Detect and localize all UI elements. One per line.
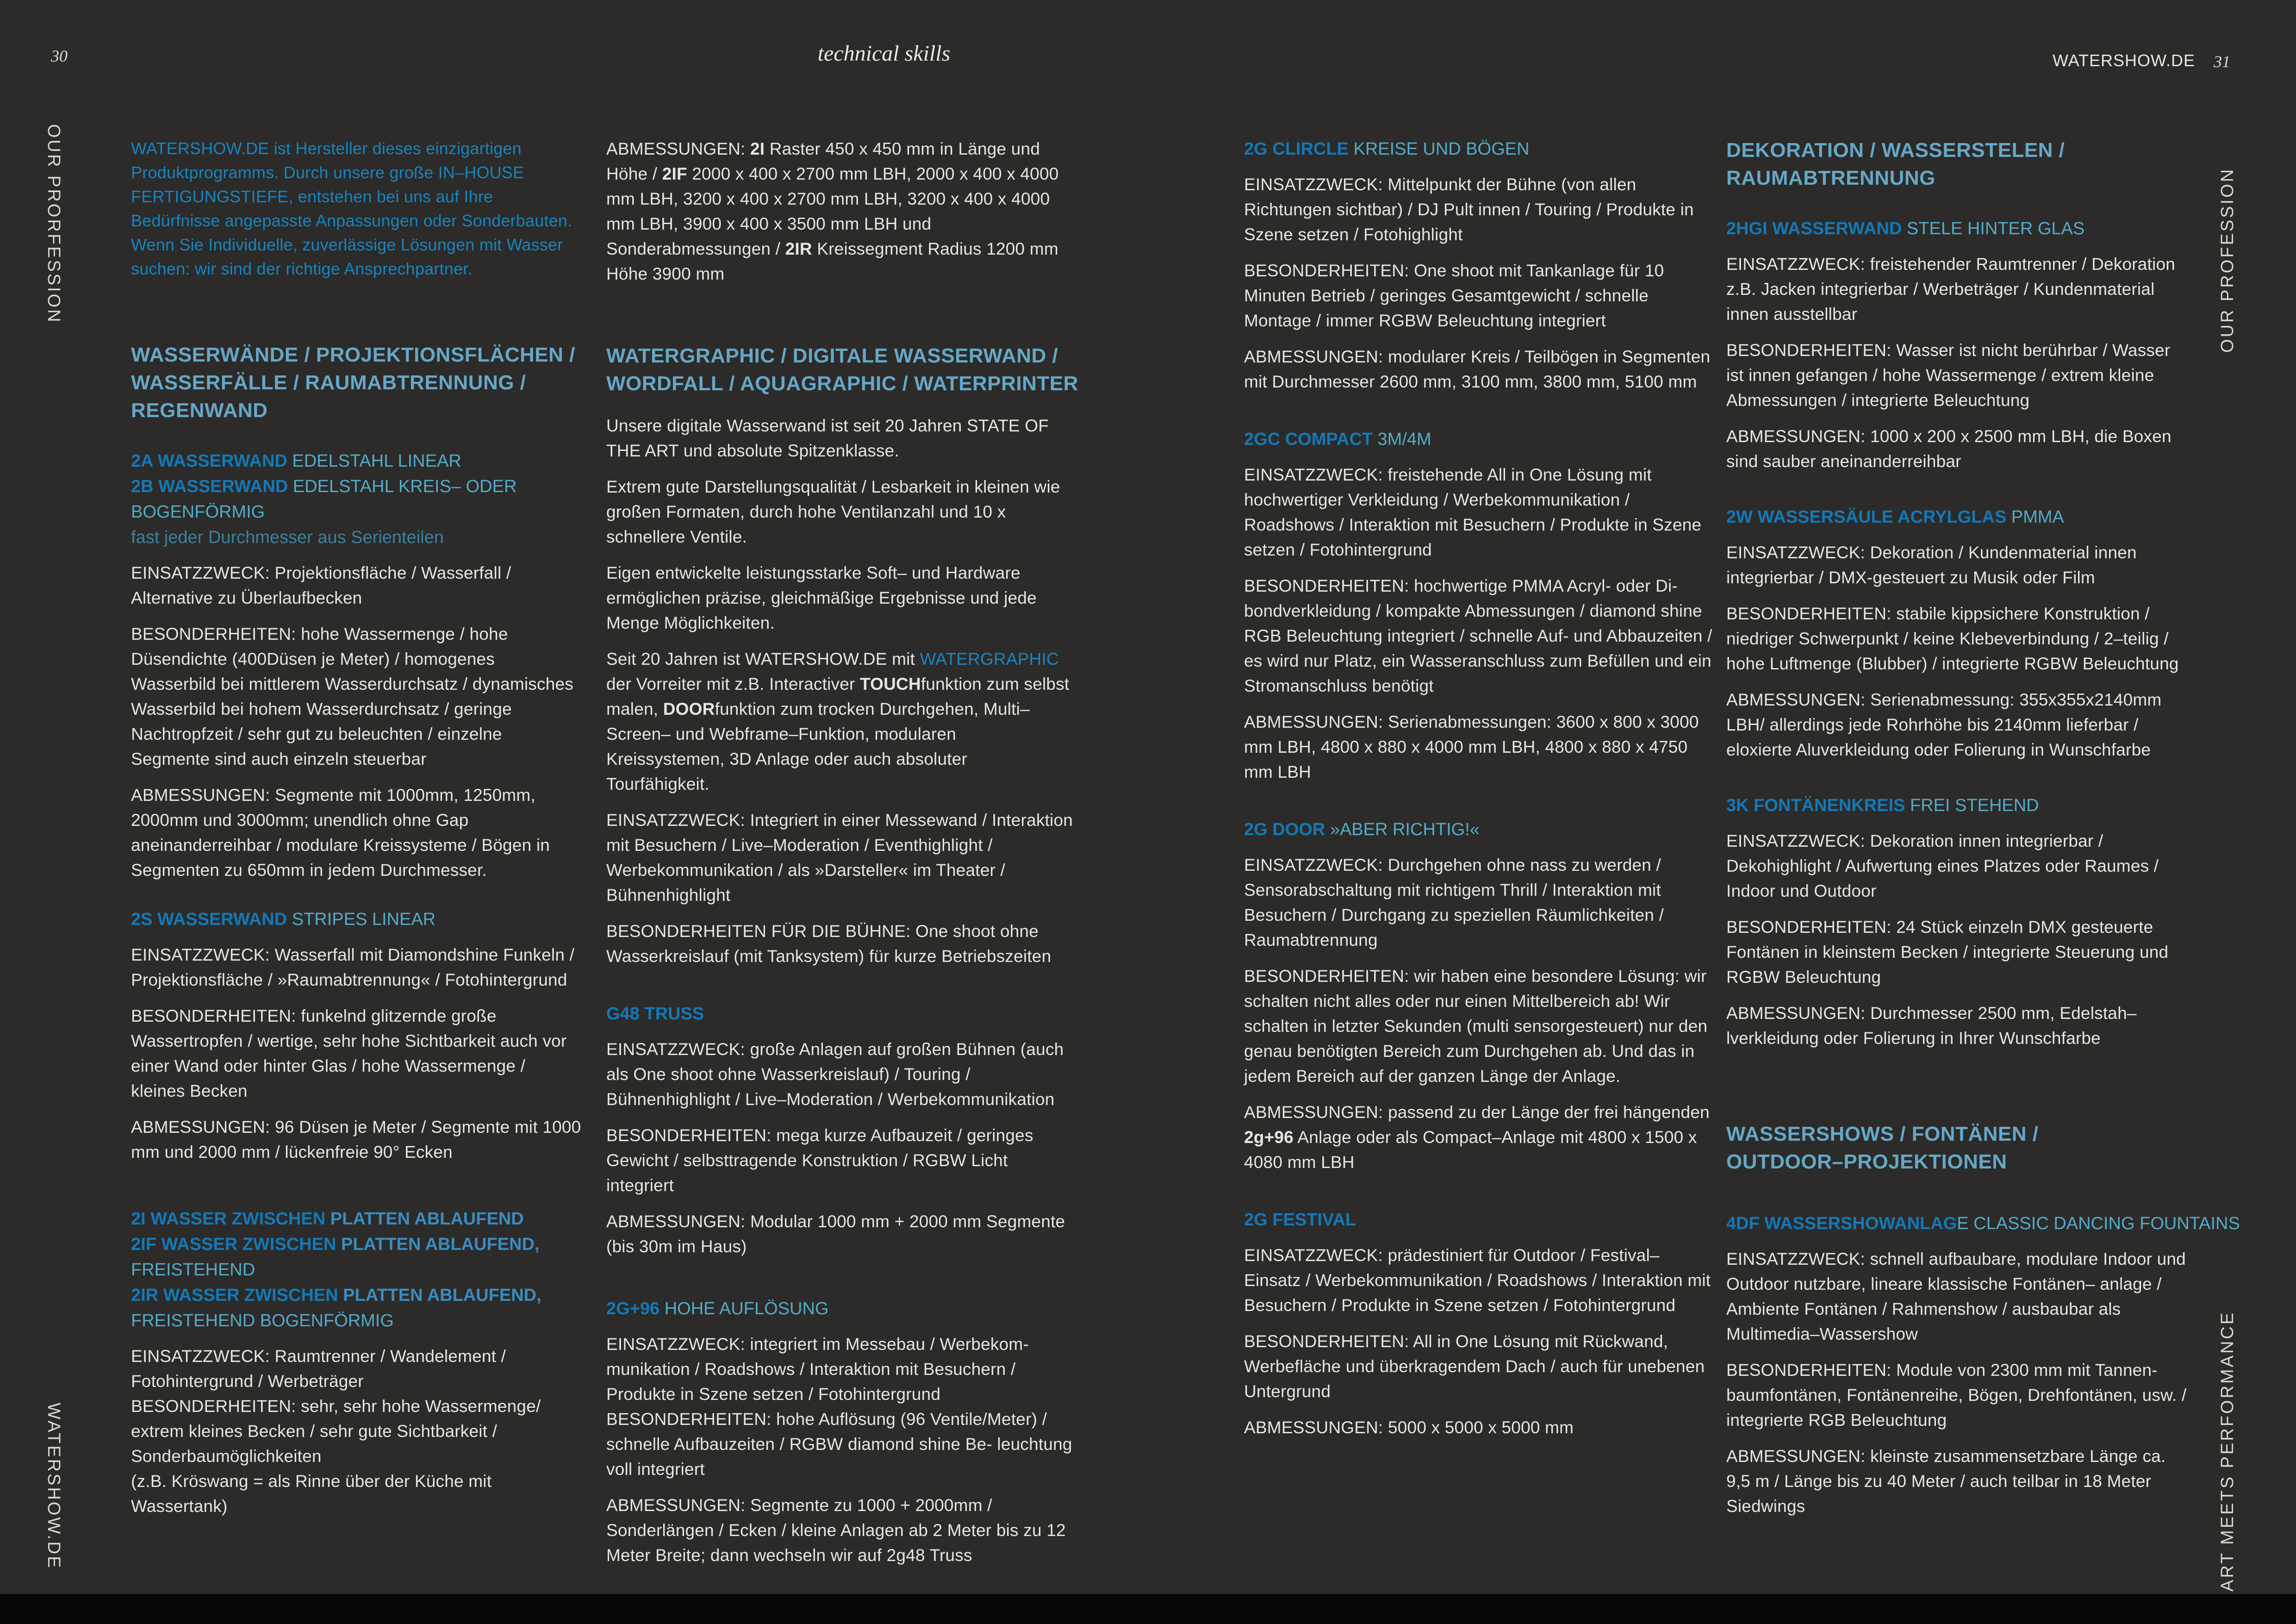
paragraph: ABMESSUNGEN: 96 Düsen je Meter / Segmente mit 1000 mm und 2000 mm / lückenfreie 90° Ecken [131,1118,581,1162]
paragraph: (z.B. Kröswang = als Rinne über der Küche mit Wassertank) [131,1472,492,1516]
section-heading: WASSERSHOWS / FONTÄNEN / OUTDOOR–PROJEKTIONEN [1726,1123,2039,1173]
product-heading: 2G+96 HOHE AUFLÖSUNG [606,1299,829,1318]
paragraph: ABMESSUNGEN: 1000 x 200 x 2500 mm LBH, die Boxen sind sauber aneinanderreihbar [1726,427,2172,471]
paragraph: EINSATZZWECK: freistehende All in One Lösung mit hochwertiger Verkleidung / Werbekommunikation / Roadshows / Interaktion mit Besuchern / Produkte in Szene setzen / Fotohintergrund [1244,465,1702,559]
section-heading: DEKORATION / WASSERSTELEN / RAUMABTRENNUNG [1726,139,2065,189]
product-heading: 2A WASSERWAND EDELSTAHL LINEAR 2B WASSERWAND EDELSTAHL KREIS– ODER BOGENFÖRMIG fast jeder Durchmesser aus Serienteilen [131,451,517,547]
paragraph: ABMESSUNGEN: modularer Kreis / Teilbögen in Segmenten mit Durchmesser 2600 mm, 3100 mm, 3800 mm, 5100 mm [1244,347,1711,391]
product-heading: 2HGI WASSERWAND STELE HINTER GLAS [1726,219,2085,238]
page-title: technical skills [817,41,951,66]
product-heading: 3K FONTÄNENKREIS FREI STEHEND [1726,796,2039,815]
product-heading: 2GC COMPACT 3M/4M [1244,430,1431,449]
product-heading: 2G DOOR »ABER RICHTIG!« [1244,820,1480,839]
paragraph: EINSATZZWECK: integriert im Messebau / Werbekom- munikation / Roadshows / Interaktion mit Besuchern / Produkte in Szene setzen / Fotohintergrund [606,1335,1029,1404]
paragraph: EINSATZZWECK: Mittelpunkt der Bühne (von allen Richtungen sichtbar) / DJ Pult innen / Touring / Produkte in Szene setzen / Fotohighlight [1244,175,1694,244]
paragraph: Seit 20 Jahren ist WATERSHOW.DE mit WATERGRAPHIC der Vorreiter mit z.B. Interactiver TOUCHfunktion zum selbst malen, DOORfunktion zum trocken Durchgehen, Multi–Screen– und Webframe–Funktion, modularen Kreissystemen, 3D Anlage oder auch absoluter Tourfähigkeit. [606,650,1070,793]
paragraph: EINSATZZWECK: prädestiniert für Outdoor / Festival–Einsatz / Werbekommunikation / Roadshows / Interaktion mit Besuchern / Produkte in Szene setzen / Fotohintergrund [1244,1246,1711,1315]
paragraph: ABMESSUNGEN: Modular 1000 mm + 2000 mm Segmente (bis 30m im Haus) [606,1212,1065,1256]
page-number-right: 31 [2214,52,2230,71]
column-2 [606,137,1078,1579]
paragraph: ABMESSUNGEN: 2I Raster 450 x 450 mm in Länge und Höhe / 2IF 2000 x 400 x 2700 mm LBH, 2000 x 400 x 4000 mm LBH, 3200 x 400 x 2700 mm LBH, 3200 x 400 x 4000 mm LBH, 3900 x 400 x 3500 mm LBH und Sonderabmessungen / 2IR Kreissegment Radius 1200 mm Höhe 3900 mm [606,139,1059,283]
paragraph: EINSATZZWECK: Dekoration / Kundenmaterial innen integrierbar / DMX-gesteuert zu Musik oder Film [1726,543,2137,587]
paragraph: BESONDERHEITEN: Module von 2300 mm mit Tannen- baumfontänen, Fontänenreihe, Bögen, Drehfontänen, usw. / integrierte RGB Beleuchtung [1726,1361,2187,1430]
page-number-left: 30 [51,47,68,65]
paragraph: BESONDERHEITEN: funkelnd glitzernde große Wassertropfen / wertige, sehr hohe Sichtbarkeit auch vor einer Wand oder hinter Glas / hohe Wassermenge / kleines Becken [131,1006,567,1100]
paragraph: EINSATZZWECK: schnell aufbaubare, modulare Indoor und Outdoor nutzbare, lineare klassische Fontänen– anlage / Ambiente Fontänen / Rahmenshow / ausbaubar als Multimedia–Wassershow [1726,1249,2186,1343]
paragraph: ABMESSUNGEN: Serienabmessungen: 3600 x 800 x 3000 mm LBH, 4800 x 880 x 4000 mm LBH, 4800 x 880 x 4750 mm LBH [1244,712,1699,781]
paragraph: ABMESSUNGEN: kleinste zusammensetzbare Länge ca. 9,5 m / Länge bis zu 40 Meter / auch teilbar in 18 Meter Siedwings [1726,1447,2166,1516]
paragraph: BESONDERHEITEN FÜR DIE BÜHNE: One shoot ohne Wasserkreislauf (mit Tanksystem) für kurze Betriebszeiten [606,922,1052,966]
edge-label-left-bottom: WATERSHOW.DE [44,1403,63,1570]
brand-label: WATERSHOW.DE [2053,51,2195,70]
bottom-bar [0,1594,2296,1624]
paragraph: EINSATZZWECK: Durchgehen ohne nass zu werden / Sensorabschaltung mit richtigem Thrill / Interaktion mit Besuchern / Durchgang zu speziellen Räumlichkeiten / Raumabtrennung [1244,856,1664,949]
product-heading: 2W WASSERSÄULE ACRYLGLAS PMMA [1726,507,2064,527]
intro-paragraph: WATERSHOW.DE ist Hersteller dieses einzigartigen Produktprogramms. Durch unsere große IN–HOUSE FERTIGUNGSTIEFE, entstehen bei uns auf Ihre Bedürfnisse angepasste Anpassungen oder Sonderbauten. Wenn Sie Individuelle, zuverlässige Lösungen mit Wasser suchen: wir sind der richtige Ansprechpartner. [131,139,572,278]
edge-label-right-top: OUR PROFESSION [2218,167,2237,353]
paragraph: EINSATZZWECK: Integriert in einer Messewand / Interaktion mit Besuchern / Live–Moderation / Eventhighlight / Werbekommunikation / als »Darsteller« im Theater / Bühnenhighlight [606,811,1073,905]
paragraph: BESONDERHEITEN: hohe Wassermenge / hohe Düsendichte (400Düsen je Meter) / homogenes Wasserbild bei mittlerem Wasserdurchsatz / dynamisches Wasserbild bei hohem Wasserdurchsatz / geringe Nachtropfzeit / sehr gut zu beleuchten / einzelne Segmente sind auch einzeln steuerbar [131,625,573,768]
product-heading: 2I WASSER ZWISCHEN PLATTEN ABLAUFEND 2IF WASSER ZWISCHEN PLATTEN ABLAUFEND, FREISTEHEND 2IR WASSER ZWISCHEN PLATTEN ABLAUFEND, FREISTEHEND BOGENFÖRMIG [131,1209,541,1330]
product-heading: G48 TRUSS [606,1004,704,1024]
paragraph: BESONDERHEITEN: sehr, sehr hohe Wassermenge/ extrem kleines Becken / sehr gute Sichtbarkeit / Sonderbaumöglichkeiten [131,1397,541,1466]
section-heading: WATERGRAPHIC / DIGITALE WASSERWAND / WORDFALL / AQUAGRAPHIC / WATERPRINTER [606,344,1078,395]
paragraph: EINSATZZWECK: Raumtrenner / Wandelement / Fotohintergrund / Werbeträger [131,1347,506,1391]
paragraph: EINSATZZWECK: Dekoration innen integrierbar / Dekohighlight / Aufwertung eines Platzes oder Raumes / Indoor und Outdoor [1726,831,2159,900]
paragraph: BESONDERHEITEN: 24 Stück einzeln DMX gesteuerte Fontänen in kleinstem Becken / integrierte Steuerung und RGBW Beleuchtung [1726,918,2169,987]
product-heading: 2S WASSERWAND STRIPES LINEAR [131,910,436,929]
product-heading: 4DF WASSERSHOWANLAGE CLASSIC DANCING FOUNTAINS [1726,1214,2240,1233]
paragraph: Unsere digitale Wasserwand ist seit 20 Jahren STATE OF THE ART und absolute Spitzenklasse. [606,416,1049,460]
paragraph: ABMESSUNGEN: Segmente mit 1000mm, 1250mm, 2000mm und 3000mm; unendlich ohne Gap aneinanderreihbar / modulare Kreissysteme / Bögen in Segmenten zu 650mm in jedem Durchmesser. [131,786,550,880]
paragraph: BESONDERHEITEN: hohe Auflösung (96 Ventile/Meter) / schnelle Aufbauzeiten / RGBW diamond shine Be- leuchtung voll integriert [606,1410,1072,1479]
edge-label-left-top: OUR PRORFESSION [44,124,63,324]
paragraph: BESONDERHEITEN: stabile kippsichere Konstruktion / niedriger Schwerpunkt / keine Klebeverbindung / 2–teilig / hohe Luftmenge (Blubber) / integrierte RGBW Beleuchtung [1726,604,2179,673]
product-heading: 2G CLIRCLE KREISE UND BÖGEN [1244,139,1530,159]
paragraph: EINSATZZWECK: Wasserfall mit Diamondshine Funkeln / Projektionsfläche / »Raumabtrennung« / Fotohintergrund [131,945,575,989]
paragraph: BESONDERHEITEN: wir haben eine besondere Lösung: wir schalten nicht alles oder nur einen Mittelbereich ab! Wir schalten in letzter Sekunden (multi sensorgesteuert) nur den genau benötigten Bereich zum Durchgehen ab. Und das in jedem Bereich auf der ganzen Länge der Anlage. [1244,967,1708,1086]
paragraph: Extrem gute Darstellungsqualität / Lesbarkeit in kleinen wie großen Formaten, durch hohe Ventilanzahl und 10 x schnellere Ventile. [606,477,1060,546]
section-heading: WASSERWÄNDE / PROJEKTIONSFLÄCHEN / WASSERFÄLLE / RAUMABTRENNUNG / REGENWAND [131,344,575,422]
paragraph: ABMESSUNGEN: Durchmesser 2500 mm, Edelstah– lverkleidung oder Folierung in Ihrer Wunschfarbe [1726,1004,2137,1048]
paragraph: BESONDERHEITEN: One shoot mit Tankanlage für 10 Minuten Betrieb / geringes Gesamtgewicht / schnelle Montage / immer RGBW Beleuchtung integriert [1244,261,1664,330]
paragraph: BESONDERHEITEN: All in One Lösung mit Rückwand, Werbefläche und überkragendem Dach / auch für unebenen Untergrund [1244,1332,1705,1401]
paragraph: Eigen entwickelte leistungsstarke Soft– und Hardware ermöglichen präzise, gleichmäßige Ergebnisse und jede Menge Möglichkeiten. [606,563,1037,632]
paragraph: ABMESSUNGEN: 5000 x 5000 x 5000 mm [1244,1418,1574,1437]
paragraph: BESONDERHEITEN: hochwertige PMMA Acryl- oder Di- bondverkleidung / kompakte Abmessungen / diamond shine RGB Beleuchtung integriert / schnelle Auf- und Abbauzeiten / es wird nur Platz, ein Wasseranschluss zum Befüllen und ein Stromanschluss benötigt [1244,576,1712,695]
column-3 [1244,137,1712,1451]
paragraph: EINSATZZWECK: freistehender Raumtrenner / Dekoration z.B. Jacken integrierbar / Werbeträger / Kundenmaterial innen ausstellbar [1726,255,2175,324]
paragraph: EINSATZZWECK: Projektionsfläche / Wasserfall / Alternative zu Überlaufbecken [131,563,511,607]
paragraph: BESONDERHEITEN: Wasser ist nicht berührbar / Wasser ist innen gefangen / hohe Wassermenge / extrem kleine Abmessungen / integrierte Beleuchtung [1726,341,2171,410]
paragraph: ABMESSUNGEN: Serienabmessung: 355x355x2140mm LBH/ allerdings jede Rohrhöhe bis 2140mm lieferbar / eloxierte Aluverkleidung oder Folierung in Wunschfarbe [1726,690,2162,759]
product-heading: 2G FESTIVAL [1244,1210,1356,1230]
paragraph: BESONDERHEITEN: mega kurze Aufbauzeit / geringes Gewicht / selbsttragende Konstruktion / RGBW Licht integriert [606,1126,1033,1195]
edge-label-right-bottom: ART MEETS PERFORMANCE [2218,1311,2237,1592]
paragraph: ABMESSUNGEN: passend zu der Länge der frei hängenden 2g+96 Anlage oder als Compact–Anlage mit 4800 x 1500 x 4080 mm LBH [1244,1103,1710,1172]
column-1 [131,137,582,1530]
paragraph: ABMESSUNGEN: Segmente zu 1000 + 2000mm / Sonderlängen / Ecken / kleine Anlagen ab 2 Meter bis zu 12 Meter Breite; dann wechseln wir auf 2g48 Truss [606,1496,1066,1565]
paragraph: EINSATZZWECK: große Anlagen auf großen Bühnen (auch als One shoot ohne Wasserkreislauf) / Touring / Bühnenhighlight / Live–Moderation / Werbekommunikation [606,1040,1064,1109]
